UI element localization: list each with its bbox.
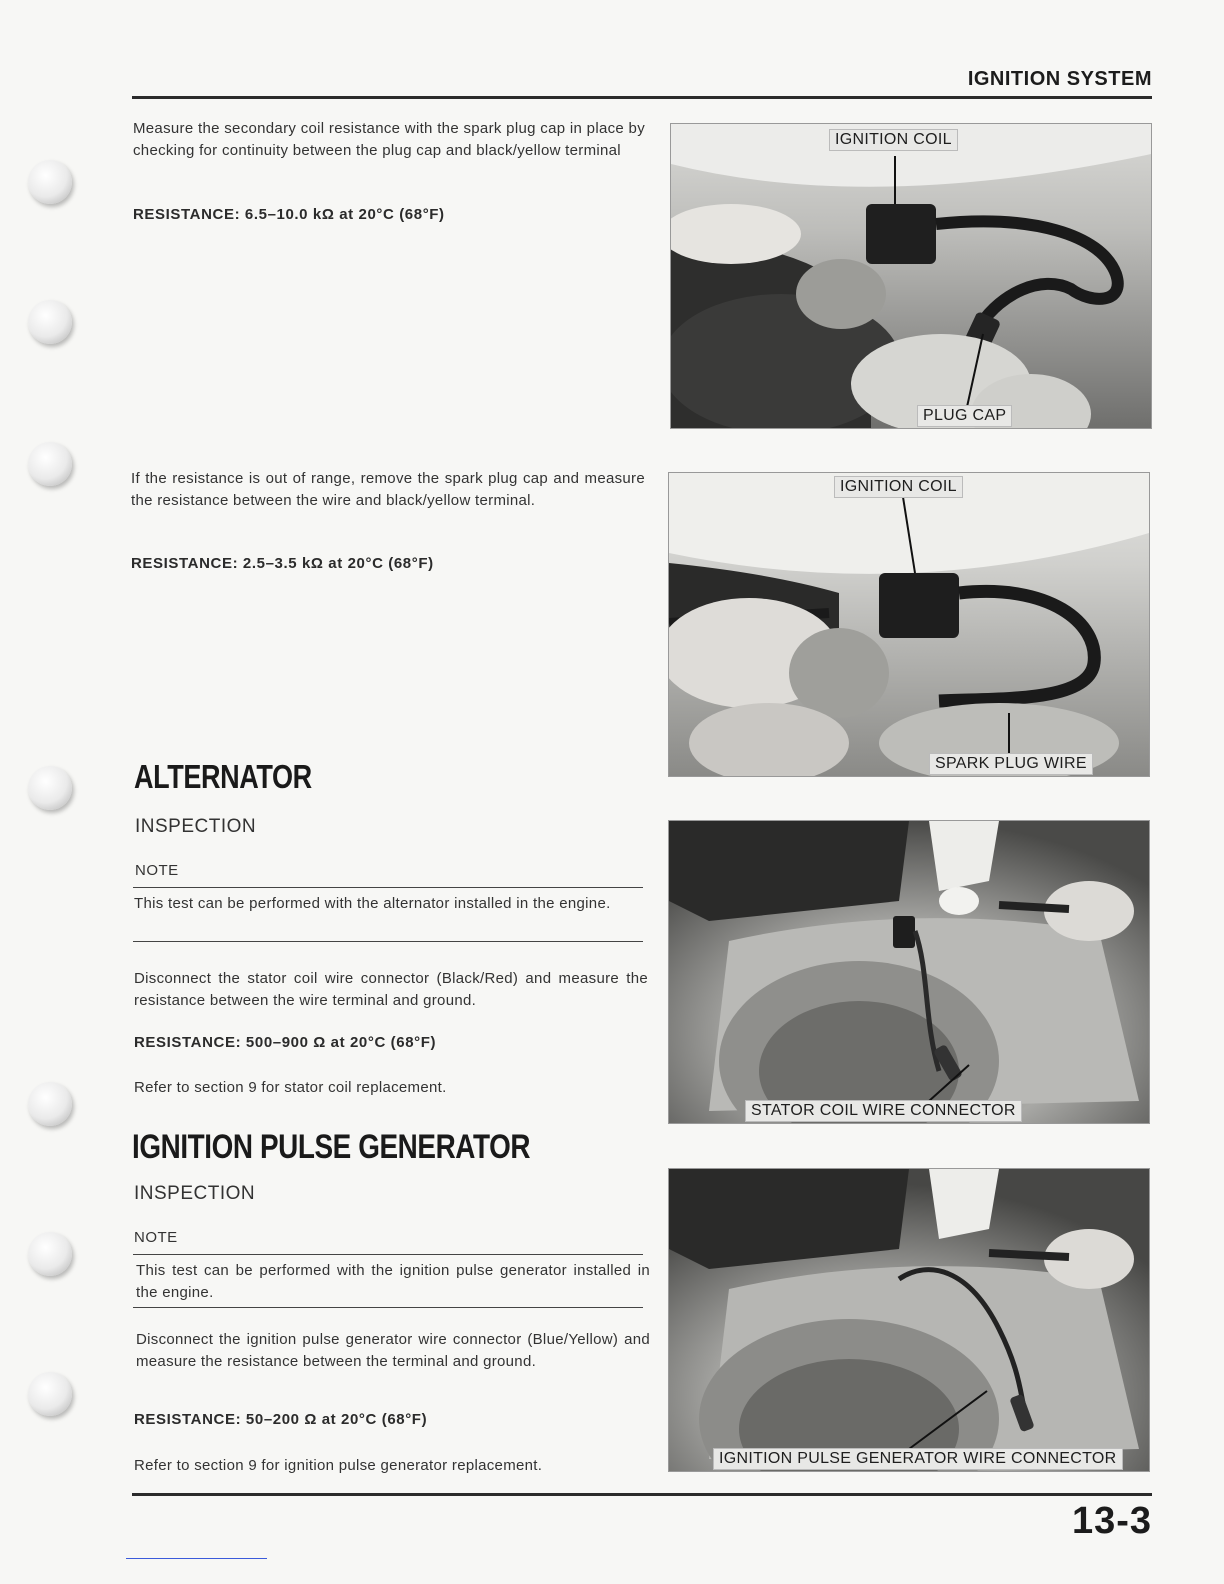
photo-ignition-coil-plug-cap xyxy=(670,123,1152,429)
pulse-generator-refer: Refer to section 9 for ignition pulse generator replacement. xyxy=(134,1457,543,1474)
binder-hole xyxy=(28,300,72,344)
cap-removed-spec: RESISTANCE: 2.5–3.5 kΩ at 20°C (68°F) xyxy=(131,555,434,572)
photo-label-ignition-pulse-generator-wire-connector: IGNITION PULSE GENERATOR WIRE CONNECTOR xyxy=(713,1448,1123,1470)
alternator-refer: Refer to section 9 for stator coil replacement. xyxy=(134,1079,447,1096)
pulse-generator-spec: RESISTANCE: 50–200 Ω at 20°C (68°F) xyxy=(134,1411,428,1428)
binder-hole xyxy=(28,766,72,810)
alternator-heading: ALTERNATOR xyxy=(134,758,312,795)
footer-underline xyxy=(126,1558,267,1559)
footer-rule xyxy=(132,1493,1152,1496)
pulse-generator-heading: IGNITION PULSE GENERATOR xyxy=(132,1128,531,1166)
pulse-generator-note-rule-top xyxy=(133,1254,643,1255)
secondary-coil-instruction: Measure the secondary coil resistance with the spark plug cap in place by checking for continuity between the plug cap and black/yellow terminal xyxy=(133,120,645,159)
pulse-generator-instruction: Disconnect the ignition pulse generator wire connector (Blue/Yellow) and measure the resistance between the terminal and ground. xyxy=(136,1331,650,1370)
secondary-coil-spec: RESISTANCE: 6.5–10.0 kΩ at 20°C (68°F) xyxy=(133,206,445,223)
alternator-spec: RESISTANCE: 500–900 Ω at 20°C (68°F) xyxy=(134,1034,437,1051)
alternator-note-rule-bottom xyxy=(133,941,643,942)
pulse-generator-note-rule-bottom xyxy=(133,1307,643,1308)
photo-ignition-pulse-generator-wire-connector xyxy=(668,1168,1150,1472)
binder-hole xyxy=(28,442,72,486)
photo-ignition-coil-spark-plug-wire xyxy=(668,472,1150,777)
binder-hole xyxy=(28,1082,72,1126)
photo-label-stator-coil-wire-connector: STATOR COIL WIRE CONNECTOR xyxy=(745,1100,1022,1122)
binder-hole xyxy=(28,1232,72,1276)
binder-hole xyxy=(28,160,72,204)
page-number: 13-3 xyxy=(1071,1500,1152,1542)
photo-label-ignition-coil: IGNITION COIL xyxy=(834,476,963,498)
pulse-generator-note-text: This test can be performed with the ignition pulse generator installed in the engine. xyxy=(136,1262,650,1301)
alternator-subheading: INSPECTION xyxy=(135,816,257,837)
alternator-instruction: Disconnect the stator coil wire connector (Black/Red) and measure the resistance between the wire terminal and ground. xyxy=(134,970,648,1009)
pulse-generator-subheading: INSPECTION xyxy=(134,1183,256,1204)
photo-label-ignition-coil: IGNITION COIL xyxy=(829,129,958,151)
header-rule xyxy=(132,96,1152,99)
alternator-note-text: This test can be performed with the alternator installed in the engine. xyxy=(134,895,611,912)
section-title: IGNITION SYSTEM xyxy=(967,68,1152,90)
alternator-note-label: NOTE xyxy=(135,862,179,879)
pulse-generator-note-label: NOTE xyxy=(134,1229,178,1246)
photo-stator-coil-wire-connector xyxy=(668,820,1150,1124)
photo-label-plug-cap: PLUG CAP xyxy=(917,405,1012,427)
cap-removed-instruction: If the resistance is out of range, remove the spark plug cap and measure the resistance between the wire and black/yellow terminal. xyxy=(131,470,645,509)
alternator-note-rule-top xyxy=(133,887,643,888)
binder-hole xyxy=(28,1372,72,1416)
photo-label-spark-plug-wire: SPARK PLUG WIRE xyxy=(929,753,1093,775)
